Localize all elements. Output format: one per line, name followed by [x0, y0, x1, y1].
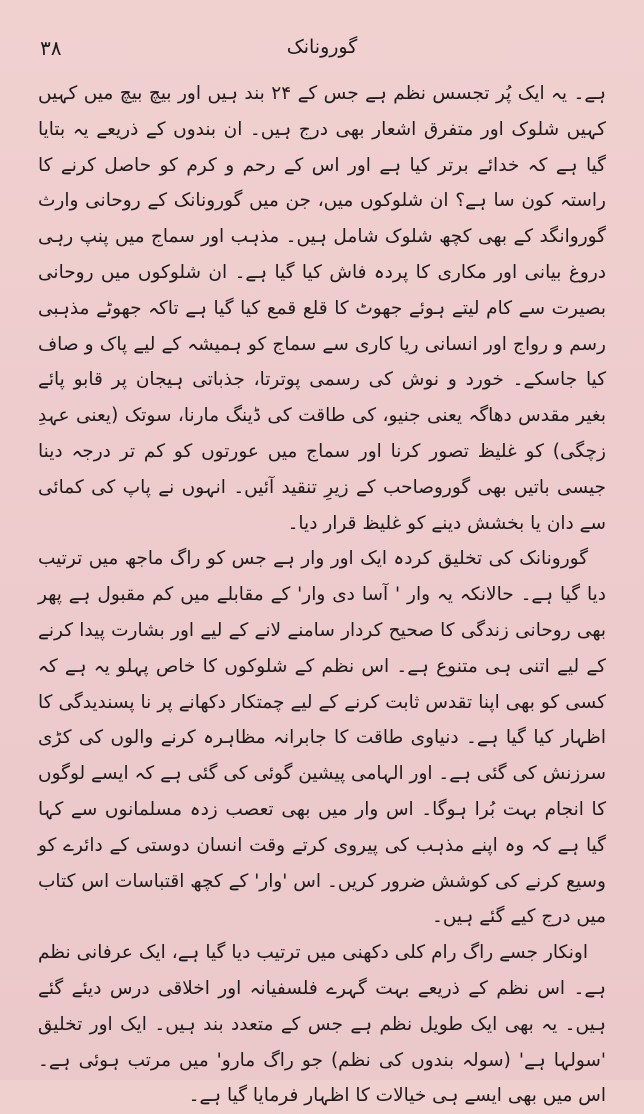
- paragraph-2: گورونانک کی تخلیق کردہ ایک اور وار ہے جس کو راگ ماجھ میں ترتیب دیا گیا ہے۔ حالانکہ یہ وار ' آسا دی وار' کے مقابلے میں کم مقبول ہے پھر بھی روحانی زندگی کا صحیح کردار سامنے لانے کے لیے اور بشارت پیدا کرنے کے لیے اتنی ہی متنوع ہے۔ اس نظم کے شلوکوں کا خاص پہلو یہ ہے کہ کسی کو بھی اپنا تقدس ثابت کرنے کے لیے چمتکار دکھانے پر نا پسندیدگی کا اظہار کیا گیا ہے۔ دنیاوی طاقت کا جابرانہ مظاہرہ کرنے والوں کی کڑی سرزنش کی گئی ہے۔ اور الہامی پیشین گوئی کی گئی ہے کہ ایسے لوگوں کا انجام بہت بُرا ہوگا۔ اس وار میں بھی تعصب زدہ مسلمانوں سے کہا گیا ہے کہ وہ اپنے مذہب کی پیروی کرتے وقت انسان دوستی کے دائرے کو وسیع کرنے کی کوشش ضرور کریں۔ اس 'وار' کے کچھ اقتباسات اس کتاب میں درج کیے گئے ہیں۔: [38, 548, 606, 928]
- body-text: [38, 76, 606, 1114]
- page-header: [40, 36, 604, 66]
- paragraph-1: ہے۔ یہ ایک پُر تجسس نظم ہے جس کے ۲۴ بند ہیں اور بیچ بیچ میں کہیں کہیں شلوک اور متفرق اشعار بھی درج ہیں۔ ان بندوں کے ذریعے یہ بتایا گیا ہے کہ خدائے برتر کیا ہے اور اس کے رحم و کرم کو حاصل کرنے کا راستہ کون سا ہے؟ ان شلوکوں میں، جن میں گورونانک کے روحانی وارث گوروانگد کے بھی کچھ شلوک شامل ہیں۔ مذہب اور سماج میں پنپ رہی دروغ بیانی اور مکاری کا پردہ فاش کیا گیا ہے۔ ان شلوکوں میں روحانی بصیرت سے کام لیتے ہوئے جھوٹ کا قلع قمع کیا گیا ہے تاکہ جھوٹے مذہبی رسم و رواج اور انسانی ریا کاری سے سماج کو ہمیشہ کے لیے پاک و صاف کیا جاسکے۔ خورد و نوش کی رسمی پوترتا، جذباتی ہیجان پر قابو پائے بغیر مقدس دھاگہ یعنی جنیو، کی طاقت کی ڈینگ مارنا، سوتک (یعنی عہدِ زچگی) کو غلیظ تصور کرنا اور سماج میں عورتوں کو کم تر درجہ دینا جیسی باتیں بھی گوروصاحب کے زیرِ تنقید آئیں۔ انہوں نے پاپ کی کمائی سے دان یا بخشش دینے کو غلیظ قرار دیا۔: [38, 83, 606, 534]
- paragraph-3: اونکار جسے راگ رام کلی دکھنی میں ترتیب دیا گیا ہے، ایک عرفانی نظم ہے۔ اس نظم کے ذریعے بہت گہرے فلسفیانہ اور اخلاقی درس دیئے گئے ہیں۔ یہ بھی ایک طویل نظم ہے جس کے متعدد بند ہیں۔ ایک اور تخلیق 'سولہا ہے' (سولہ بندوں کی نظم) جو راگ مارو' میں مرتب ہوئی ہے۔ اس میں بھی ایسے ہی خیالات کا اظہار فرمایا گیا ہے۔: [38, 942, 606, 1107]
- running-title: گورونانک: [286, 36, 358, 58]
- page-number: ۳۸: [40, 36, 62, 60]
